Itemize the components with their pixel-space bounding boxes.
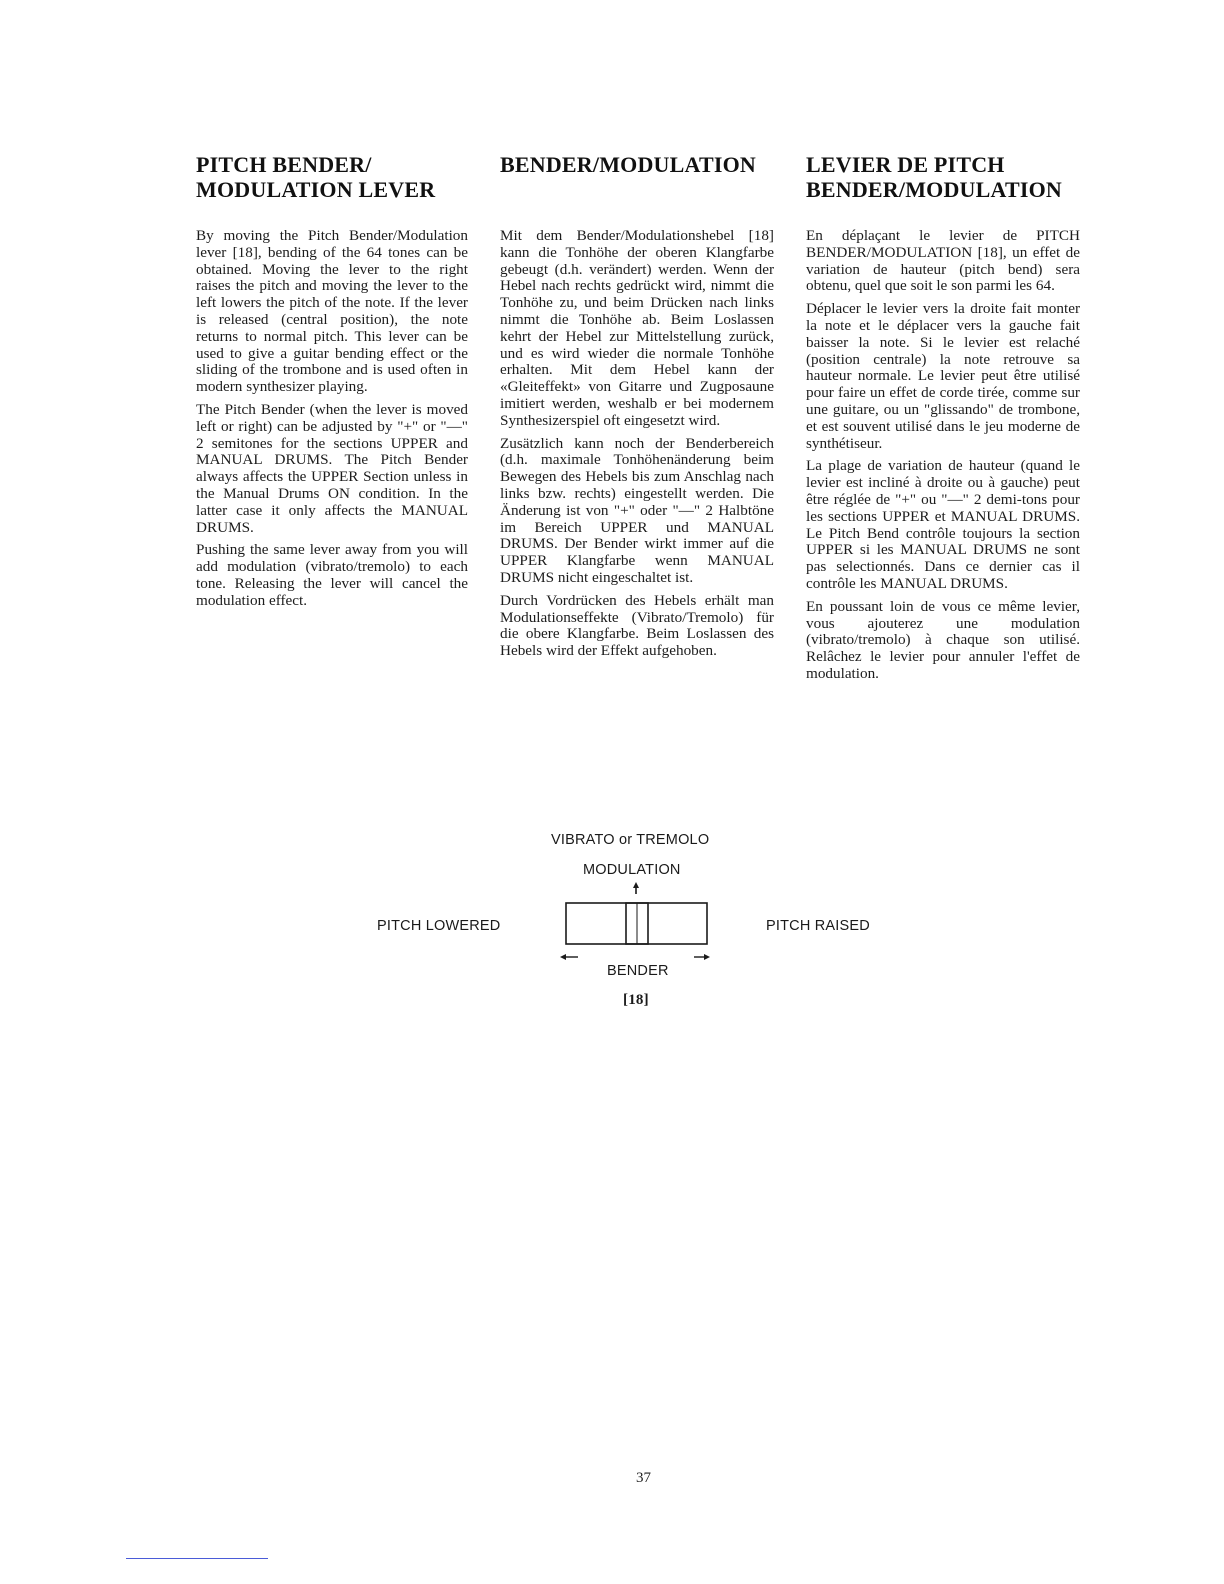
vibrato-tremolo-label: VIBRATO or TREMOLO bbox=[551, 832, 710, 848]
english-paragraph: The Pitch Bender (when the lever is moved left or right) can be adjusted by "+" or "—" 2 semitones for the sections UPPER and MANUAL DRUMS. The Pitch Bender always affects the UPPER Section unless in the Manual Drums ON condition. In the latter case it only affects the MANUAL DRUMS. bbox=[196, 400, 468, 536]
bender-label: BENDER bbox=[607, 963, 669, 979]
english-paragraph: By moving the Pitch Bender/Modulation lever [18], bending of the 64 tones can be obtained. Moving the lever to the right raises the pitch and moving the lever to the left lowers the pitch of the note. If the lever is released (central position), the note returns to normal pitch. This lever can be used to give a guitar bending effect or the sliding of the trombone and is used often in modern synthesizer playing. bbox=[196, 227, 468, 396]
reference-number: [18] bbox=[623, 992, 649, 1008]
right-arrow-icon bbox=[694, 954, 710, 960]
english-title-line2: MODULATION LEVER bbox=[196, 177, 436, 202]
german-paragraph: Mit dem Bender/Modulationshebel [18] kann die Tonhöhe der oberen Klangfarbe gebeugt (d.h. verändert) werden. Wenn der Hebel nach rechts gedrückt wird, nimmt die Tonhöhe zu, und beim Drücken nach links nimmt die Tonhöhe ab. Beim Loslassen kehrt der Hebel zur Mittelstellung zurück, und es wird wieder die normale Tonhöhe erhalten. Mit dem Hebel kann der «Gleiteffekt» von Gitarre und Zugposaune imitiert werden, weshalb er bei modernem Synthesizerspiel oft eingesetzt wird. bbox=[500, 227, 774, 429]
english-title-line1: PITCH BENDER/ bbox=[196, 152, 372, 177]
french-title-line1: LEVIER DE PITCH bbox=[806, 152, 1005, 177]
page-number: 37 bbox=[636, 1470, 651, 1486]
french-paragraph: En poussant loin de vous ce même levier, vous ajouterez une modulation (vibrato/tremolo) à chaque son utilisé. Relâchez le levier pour annuler l'effet de modulation. bbox=[806, 597, 1080, 682]
german-title-line1: BENDER/MODULATION bbox=[500, 152, 757, 177]
english-paragraph: Pushing the same lever away from you will add modulation (vibrato/tremolo) to each tone. Releasing the lever will cancel the modulation effect. bbox=[196, 541, 468, 609]
german-paragraph: Zusätzlich kann noch der Benderbereich (d.h. maximale Tonhöhenänderung beim Bewegen des Hebels bis zum Anschlag nach links bzw. rechts) eingestellt werden. Die Änderung ist von "+" oder "—" 2 Halbtöne im Bereich UPPER und MANUAL DRUMS. Der Bender wirkt immer auf die UPPER Klangfarbe wenn MANUAL DRUMS nicht eingeschaltet ist. bbox=[500, 434, 774, 586]
french-paragraph: En déplaçant le levier de PITCH BENDER/MODULATION [18], un effet de variation de hauteur (pitch bend) sera obtenu, quel que soit le son parmi les 64. bbox=[806, 227, 1080, 295]
french-paragraph: La plage de variation de hauteur (quand le levier est incliné à droite ou à gauche) peut être réglée de "+" ou "—" 2 demi-tons pour les sections UPPER et MANUAL DRUMS. Le Pitch Bend contrôle toujours la section UPPER si les MANUAL DRUMS ne sont pas selectionnés. Dans ce dernier cas il contrôle les MANUAL DRUMS. bbox=[806, 457, 1080, 592]
modulation-arrow-icon bbox=[633, 882, 639, 894]
bottom-rule bbox=[126, 1558, 268, 1559]
french-paragraph: Déplacer le levier vers la droite fait monter la note et le déplacer vers la gauche fait baisser la note. Si le levier est relaché (position centrale) la note retrouve sa hauteur normale. Le levier peut être utilisé pour faire un effet de corde tirée, comme sur une guitare, ou un "glissando" de trombone, et est souvent utilisé dans le jeu moderne de synthétiseur. bbox=[806, 300, 1080, 452]
left-arrow-icon bbox=[560, 954, 578, 960]
pitch-raised-label: PITCH RAISED bbox=[766, 918, 870, 934]
pitch-lowered-label: PITCH LOWERED bbox=[377, 918, 501, 934]
modulation-label: MODULATION bbox=[583, 862, 681, 878]
french-title-line2: BENDER/MODULATION bbox=[806, 177, 1063, 202]
german-paragraph: Durch Vordrücken des Hebels erhält man Modulationseffekte (Vibrato/Tremolo) für die obere Klangfarbe. Beim Loslassen des Hebels wird der Effekt aufgehoben. bbox=[500, 591, 774, 660]
